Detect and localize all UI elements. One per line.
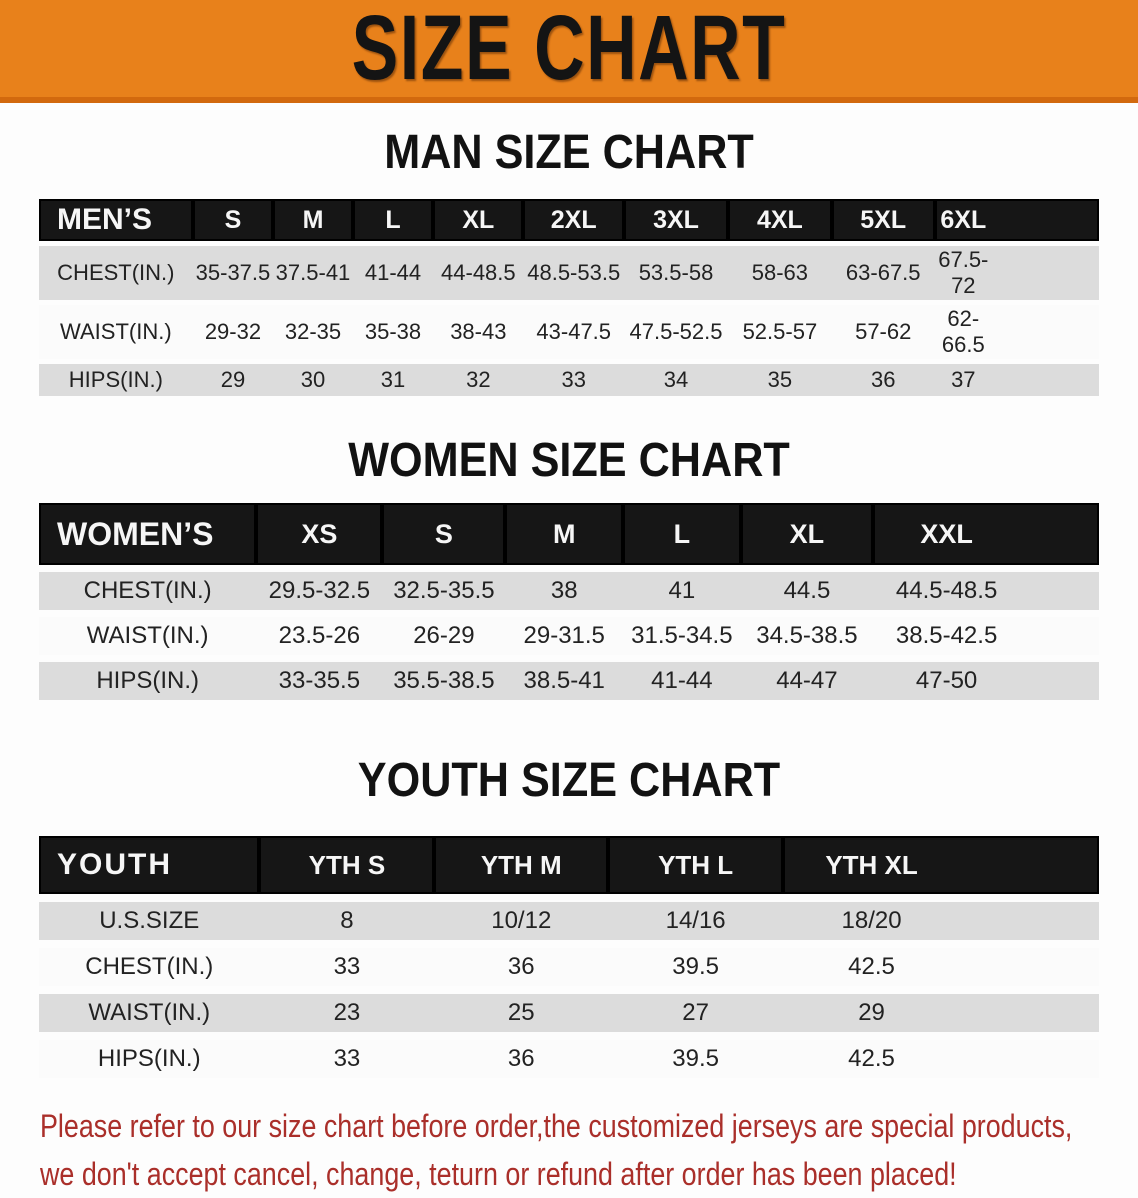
size-cell: 39.5 xyxy=(608,1040,783,1078)
size-cell: 63-67.5 xyxy=(832,246,935,300)
size-cell: 41 xyxy=(623,572,741,610)
size-cell: 35 xyxy=(728,364,832,396)
table-row xyxy=(39,246,1099,300)
size-cell: 44.5 xyxy=(741,572,874,610)
size-cell: 38.5-41 xyxy=(505,662,623,700)
row-label: CHEST(IN.) xyxy=(39,246,193,300)
size-column-header: 2XL xyxy=(523,199,624,241)
row-label: HIPS(IN.) xyxy=(39,1040,259,1078)
row-label: CHEST(IN.) xyxy=(39,572,256,610)
size-cell: 23 xyxy=(259,994,434,1032)
size-column-header: L xyxy=(353,199,434,241)
size-cell: 31.5-34.5 xyxy=(623,617,741,655)
size-column-header: 5XL xyxy=(832,199,935,241)
size-cell: 38 xyxy=(505,572,623,610)
table-row xyxy=(39,305,1099,359)
size-cell: 67.5-72 xyxy=(935,246,1099,300)
size-cell: 29-32 xyxy=(193,305,274,359)
row-label: WAIST(IN.) xyxy=(39,305,193,359)
table-row xyxy=(39,662,1099,700)
notice-line-1: Please refer to our size chart before order,the customized jerseys are special products, xyxy=(40,1108,1073,1144)
size-cell: 35-37.5 xyxy=(193,246,274,300)
size-cell: 36 xyxy=(832,364,935,396)
size-cell: 26-29 xyxy=(382,617,505,655)
section-youth xyxy=(0,753,1138,1086)
size-cell: 34 xyxy=(624,364,728,396)
size-cell: 48.5-53.5 xyxy=(523,246,624,300)
size-cell: 57-62 xyxy=(832,305,935,359)
size-column-header: M xyxy=(273,199,353,241)
table-header-label: MEN’S xyxy=(39,199,193,241)
size-column-header: S xyxy=(382,503,505,565)
size-cell: 44.5-48.5 xyxy=(873,572,1099,610)
size-column-header: M xyxy=(505,503,623,565)
youth-section-heading: YOUTH SIZE CHART xyxy=(357,754,781,807)
size-column-header: XXL xyxy=(873,503,1099,565)
size-column-header: YTH XL xyxy=(783,836,1099,894)
size-header-row xyxy=(39,199,1099,241)
size-cell: 41-44 xyxy=(353,246,434,300)
size-header-row xyxy=(39,836,1099,894)
size-cell: 47-50 xyxy=(873,662,1099,700)
table-header-label: YOUTH xyxy=(39,836,259,894)
size-cell: 35-38 xyxy=(353,305,434,359)
size-cell: 33-35.5 xyxy=(256,662,382,700)
size-cell: 35.5-38.5 xyxy=(382,662,505,700)
size-cell: 18/20 xyxy=(783,902,1099,940)
size-cell: 29.5-32.5 xyxy=(256,572,382,610)
size-column-header: XS xyxy=(256,503,382,565)
size-column-header: YTH L xyxy=(608,836,783,894)
size-cell: 30 xyxy=(273,364,353,396)
table-row xyxy=(39,572,1099,610)
table-row xyxy=(39,364,1099,396)
men-section-heading: MAN SIZE CHART xyxy=(384,126,754,179)
size-cell: 33 xyxy=(523,364,624,396)
size-cell: 58-63 xyxy=(728,246,832,300)
size-cell: 38-43 xyxy=(433,305,523,359)
size-column-header: 6XL xyxy=(935,199,1099,241)
size-cell: 32 xyxy=(433,364,523,396)
size-cell: 34.5-38.5 xyxy=(741,617,874,655)
size-column-header: 4XL xyxy=(728,199,832,241)
table-row xyxy=(39,994,1099,1032)
row-label: HIPS(IN.) xyxy=(39,662,256,700)
row-label: WAIST(IN.) xyxy=(39,994,259,1032)
size-cell: 31 xyxy=(353,364,434,396)
size-cell: 43-47.5 xyxy=(523,305,624,359)
size-cell: 14/16 xyxy=(608,902,783,940)
size-column-header: S xyxy=(193,199,274,241)
size-cell: 27 xyxy=(608,994,783,1032)
size-column-header: YTH M xyxy=(434,836,608,894)
size-cell: 37 xyxy=(935,364,1099,396)
size-cell: 52.5-57 xyxy=(728,305,832,359)
size-cell: 42.5 xyxy=(783,948,1099,986)
table-row xyxy=(39,948,1099,986)
women-section-heading: WOMEN SIZE CHART xyxy=(348,434,790,487)
size-column-header: L xyxy=(623,503,741,565)
size-cell: 29 xyxy=(193,364,274,396)
size-cell: 38.5-42.5 xyxy=(873,617,1099,655)
size-column-header: YTH S xyxy=(259,836,434,894)
size-column-header: XL xyxy=(433,199,523,241)
men-size-table xyxy=(39,194,1099,401)
table-row xyxy=(39,1040,1099,1078)
row-label: HIPS(IN.) xyxy=(39,364,193,396)
youth-size-table xyxy=(39,828,1099,1086)
size-cell: 32-35 xyxy=(273,305,353,359)
size-cell: 44-47 xyxy=(741,662,874,700)
size-cell: 39.5 xyxy=(608,948,783,986)
size-column-header: 3XL xyxy=(624,199,728,241)
size-cell: 33 xyxy=(259,1040,434,1078)
row-label: U.S.SIZE xyxy=(39,902,259,940)
size-cell: 42.5 xyxy=(783,1040,1099,1078)
size-cell: 62-66.5 xyxy=(935,305,1099,359)
size-cell: 23.5-26 xyxy=(256,617,382,655)
size-cell: 10/12 xyxy=(434,902,608,940)
size-cell: 25 xyxy=(434,994,608,1032)
size-cell: 29-31.5 xyxy=(505,617,623,655)
size-cell: 32.5-35.5 xyxy=(382,572,505,610)
table-row xyxy=(39,617,1099,655)
size-cell: 33 xyxy=(259,948,434,986)
banner xyxy=(0,0,1138,103)
row-label: WAIST(IN.) xyxy=(39,617,256,655)
size-cell: 41-44 xyxy=(623,662,741,700)
notice-line-2: we don't accept cancel, change, teturn or refund after order has been placed! xyxy=(40,1156,957,1192)
size-cell: 44-48.5 xyxy=(433,246,523,300)
size-cell: 29 xyxy=(783,994,1099,1032)
size-cell: 37.5-41 xyxy=(273,246,353,300)
women-size-table xyxy=(39,496,1099,707)
size-cell: 53.5-58 xyxy=(624,246,728,300)
table-row xyxy=(39,902,1099,940)
footer-notice xyxy=(40,1102,1138,1198)
size-cell: 36 xyxy=(434,1040,608,1078)
table-header-label: WOMEN’S xyxy=(39,503,256,565)
page-title: SIZE CHART xyxy=(351,0,787,99)
size-column-header: XL xyxy=(741,503,874,565)
size-chart-content xyxy=(0,125,1138,1086)
section-women xyxy=(0,433,1138,707)
size-cell: 47.5-52.5 xyxy=(624,305,728,359)
size-cell: 8 xyxy=(259,902,434,940)
section-men xyxy=(0,125,1138,401)
size-cell: 36 xyxy=(434,948,608,986)
row-label: CHEST(IN.) xyxy=(39,948,259,986)
size-header-row xyxy=(39,503,1099,565)
